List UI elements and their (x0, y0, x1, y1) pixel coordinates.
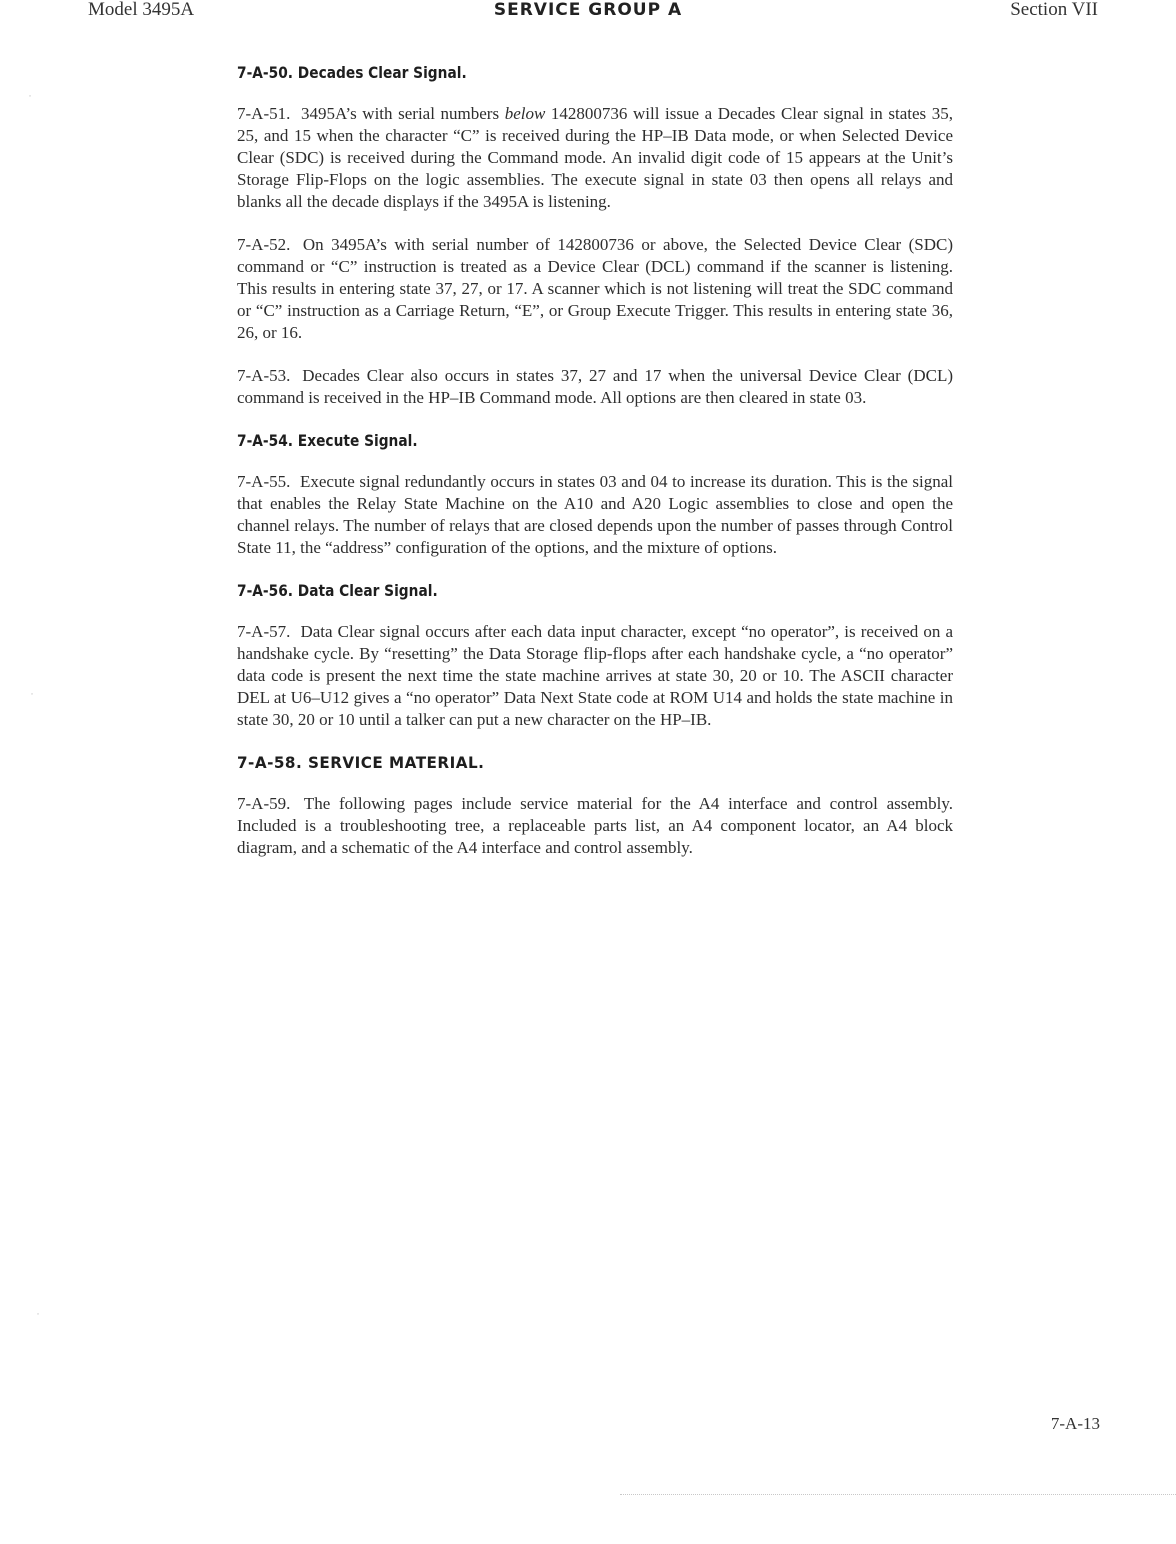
section-heading-decades-clear: 7-A-50. Decades Clear Signal. (237, 63, 467, 82)
paragraph-7-a-59 (237, 793, 953, 859)
paragraph-text: 3495A’s with serial numbers (300, 104, 505, 123)
document-body (237, 62, 953, 880)
paragraph-text: Data Clear signal occurs after each data input character, except “no operator”, is received on a handshake cycle. By “resetting” the Data Storage flip-flops after each handshake cycle, a “no operator” data code is present the next time the state machine arrives at state 30, 20 or 10. The ASCII character DEL at U6–U12 gives a “no operator” Data Next State code at ROM U14 and holds the state machine in state 30, 20 or 10 until a talker can put a new character on the HP–IB. (237, 622, 954, 729)
section-heading-execute-signal: 7-A-54. Execute Signal. (237, 431, 418, 450)
paragraph-number: 7-A-51. (237, 104, 291, 123)
section-heading-data-clear: 7-A-56. Data Clear Signal. (237, 581, 438, 600)
section-heading-service-material: 7-A-58. SERVICE MATERIAL. (237, 753, 485, 772)
paragraph-number: 7-A-55. (237, 472, 291, 491)
paragraph-7-a-51 (237, 103, 953, 213)
header-section: Section VII (1010, 0, 1098, 20)
scan-speck: ˙ (30, 690, 34, 704)
header-service-group: SERVICE GROUP A (493, 0, 683, 20)
header-model: Model 3495A (88, 0, 195, 20)
paragraph-text: Decades Clear also occurs in states 37, 27 and 17 when the universal Device Clear (DCL) command is received in the HP–IB Command mode. All options are then cleared in state 03. (237, 366, 954, 407)
paragraph-7-a-55 (237, 471, 953, 559)
paragraph-text: The following pages include service material for the A4 interface and control assembly. Included is a troubleshooting tree, a replaceable parts list, an A4 component locator, an A4 block diagram, and a schematic of the A4 interface and control assembly. (237, 794, 953, 857)
paragraph-text: On 3495A’s with serial number of 142800736 or above, the Selected Device Clear (SDC) command or “C” instruction is treated as a Device Clear (DCL) command if the scanner is listening. This results in entering state 37, 27, or 17. A scanner which is not listening will treat the SDC command or “C” instruction as a Carriage Return, “E”, or Group Execute Trigger. This results in entering state 36, 26, or 16. (237, 235, 954, 342)
emphasis-text: below (504, 104, 546, 123)
paragraph-7-a-53 (237, 365, 953, 409)
paragraph-text: Execute signal redundantly occurs in states 03 and 04 to increase its duration. This is the signal that enables the Relay State Machine on the A10 and A20 Logic assemblies to close and open the channel relays. The number of relays that are closed depends upon the number of passes through Control State 11, the “address” configuration of the options, and the mixture of options. (237, 472, 953, 557)
paragraph-7-a-57 (237, 621, 953, 731)
paragraph-7-a-52 (237, 234, 953, 344)
paragraph-number: 7-A-57. (237, 622, 291, 641)
paragraph-number: 7-A-52. (237, 235, 291, 254)
paragraph-number: 7-A-53. (237, 366, 291, 385)
scan-speck: ˙ (28, 92, 32, 106)
scan-artifact-line (620, 1494, 1176, 1495)
paragraph-text: 142800736 will issue a Decades Clear signal in states 35, 25, and 15 when the character “C” is received during the HP–IB Data mode, or when Selected Device Clear (SDC) is received during the Command mode. An invalid digit code of 15 appears at the Unit’s Storage Flip-Flops on the logic assemblies. The execute signal in state 03 then opens all relays and blanks all the decade displays if the 3495A is listening. (237, 104, 954, 211)
paragraph-number: 7-A-59. (237, 794, 291, 813)
page-number: 7-A-13 (1050, 1414, 1100, 1433)
scan-speck: ˙ (36, 1310, 40, 1324)
